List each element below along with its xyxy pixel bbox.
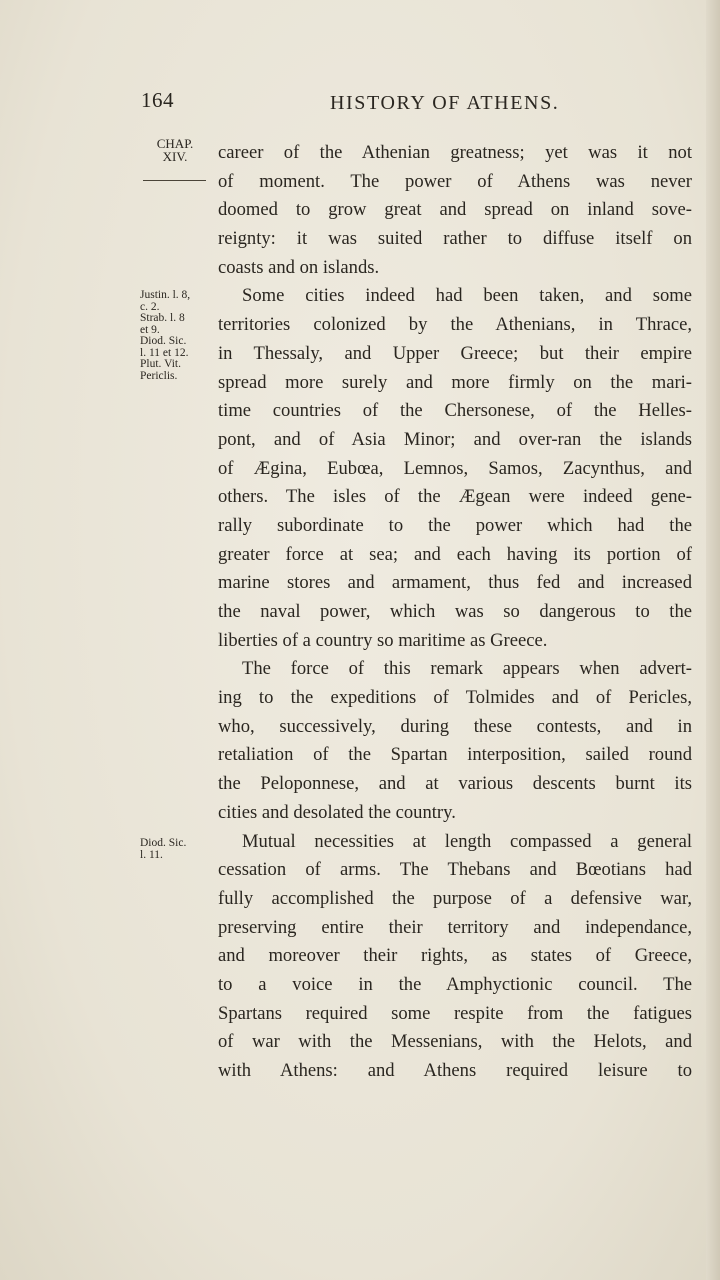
text-line: fully accomplished the purpose of a defensive war, [218, 887, 692, 909]
text-line: others. The isles of the Ægean were indeed gene- [218, 486, 692, 508]
running-head: HISTORY OF ATHENS. [330, 92, 560, 114]
text-line: territories colonized by the Athenians, in Thrace, [218, 314, 692, 336]
text-line: Mutual necessities at length compassed a general [242, 830, 692, 852]
page-gutter [706, 0, 720, 1280]
text-line: liberties of a country so maritime as Greece. [218, 629, 548, 651]
text-line: and moreover their rights, as states of Greece, [218, 945, 692, 967]
text-line: in Thessaly, and Upper Greece; but their empire [218, 342, 692, 364]
chapter-number: XIV. [162, 149, 188, 164]
margin-note-line: Strab. l. 8 [140, 312, 185, 324]
chapter-label: CHAP. [156, 136, 194, 151]
margin-note-line: Periclis. [140, 369, 178, 382]
text-line: Some cities indeed had been taken, and some [242, 285, 692, 307]
text-line: of war with the Messenians, with the Helots, and [218, 1031, 692, 1053]
text-line: greater force at sea; and each having its portion of [218, 543, 692, 565]
text-line: the naval power, which was so dangerous to the [218, 601, 692, 622]
text-line: cities and desolated the country. [218, 801, 456, 823]
text-line: doomed to grow great and spread on inland sove- [218, 199, 692, 221]
margin-note-line: Diod. Sic. [140, 837, 187, 849]
chapter-rule [143, 180, 206, 181]
text-line: to a voice in the Amphyctionic council. The [218, 973, 692, 995]
text-line: ing to the expeditions of Tolmides and of Pericles, [218, 687, 692, 709]
text-line: with Athens: and Athens required leisure to [218, 1060, 692, 1081]
text-line: rally subordinate to the power which had the [218, 514, 692, 536]
text-line: coasts and on islands. [218, 256, 380, 278]
body-text [218, 139, 692, 1086]
text-line: reignty: it was suited rather to diffuse itself on [218, 228, 692, 250]
text-line: preserving entire their territory and independance, [218, 916, 692, 938]
text-line: The force of this remark appears when advert- [242, 658, 692, 680]
text-line: pont, and of Asia Minor; and over-ran the islands [218, 428, 692, 450]
text-line: retaliation of the Spartan interposition, sailed round [218, 744, 692, 766]
margin-note-line: Plut. Vit. [140, 358, 181, 370]
text-line: the Peloponnese, and at various descents burnt its [218, 773, 692, 795]
text-line: career of the Athenian greatness; yet was it not [218, 142, 692, 163]
text-line: who, successively, during these contests, and in [218, 715, 692, 737]
text-line: marine stores and armament, thus fed and increased [218, 572, 692, 594]
page-number: 164 [141, 88, 174, 112]
margin-note-sources-1 [140, 290, 218, 382]
margin-note-sources-2 [140, 838, 218, 861]
text-line: cessation of arms. The Thebans and Bœotians had [218, 859, 692, 881]
text-line: Spartans required some respite from the fatigues [218, 1002, 692, 1024]
chapter-marker [140, 137, 210, 163]
margin-note-line: et 9. [140, 323, 160, 336]
margin-note-line: c. 2. [140, 300, 160, 313]
margin-note-line: Diod. Sic. [140, 335, 187, 347]
margin-note-line: l. 11. [140, 848, 163, 861]
text-line: time countries of the Chersonese, of the Helles- [218, 400, 692, 422]
margin-note-line: Justin. l. 8, [140, 289, 191, 301]
text-line: of moment. The power of Athens was never [218, 170, 692, 192]
margin-note-line: l. 11 et 12. [140, 346, 189, 359]
text-line: spread more surely and more firmly on the mari- [218, 371, 692, 393]
text-line: of Ægina, Eubœa, Lemnos, Samos, Zacynthus, and [218, 457, 692, 479]
